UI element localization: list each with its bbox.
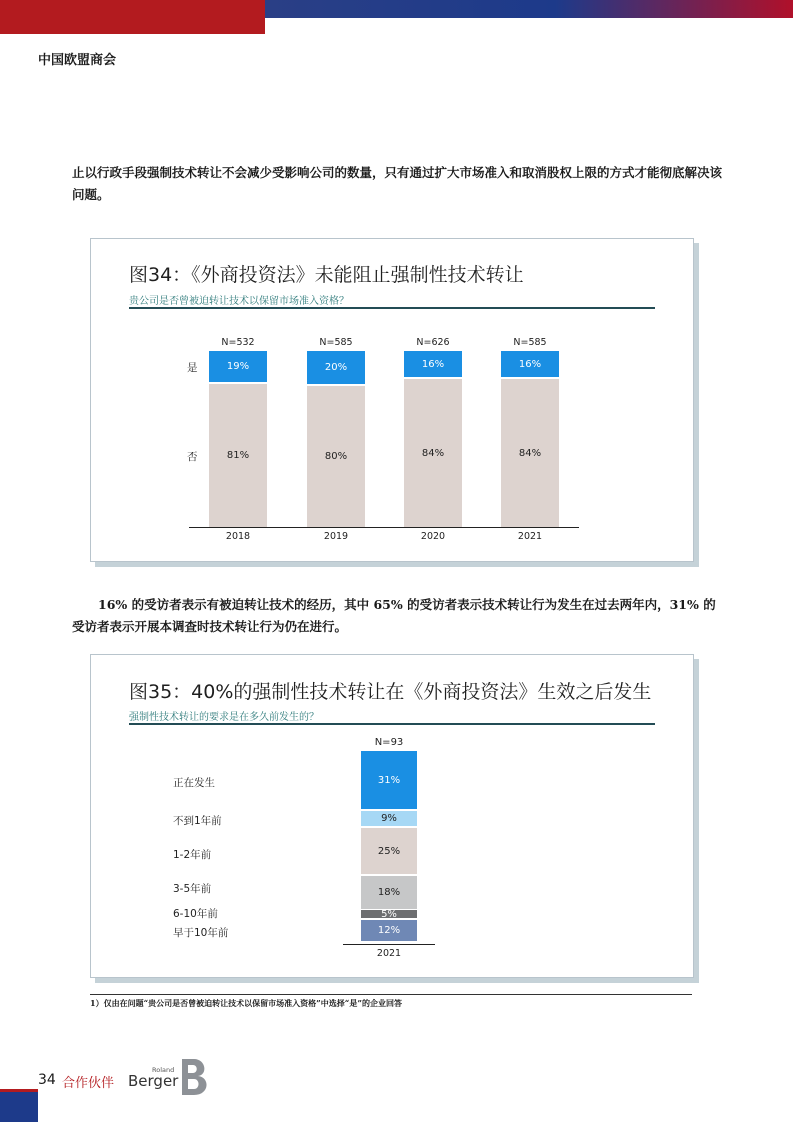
x-label-2021: 2021 [376,948,402,959]
bar-no-2019: 80% [307,386,365,527]
segment-label-3: 3-5年前 [173,883,212,895]
bar-no-2018: 81% [209,384,267,527]
segment-4: 5% [361,910,417,918]
segment-2: 25% [361,828,417,875]
footnote-rule [90,994,692,995]
figure-35-title: 图35：40%的强制性技术转让在《外商投资法》生效之后发生 [129,681,652,703]
segment-3: 18% [361,876,417,909]
partner-label: 合作伙伴 [62,1076,115,1091]
logo-roland: Roland [152,1066,175,1074]
segment-label-5: 早于10年前 [173,927,229,939]
segment-label-4: 6-10年前 [173,908,218,920]
bar-yes-2019: 20% [307,351,365,384]
figure-35-subtitle: 强制性技术转让的要求是在多久前发生的？ [129,712,319,723]
n-label-2021: N=93 [374,737,404,748]
segment-5: 12% [361,920,417,942]
row-label-yes: 是 [187,362,198,374]
n-label-2019: N=585 [319,337,353,348]
segment-0: 31% [361,751,417,809]
n-label-2020: N=626 [416,337,450,348]
segment-label-2: 1-2年前 [173,849,212,861]
header-org-name: 中国欧盟商会 [38,53,117,68]
page-number: 34 [38,1072,56,1088]
logo-berger: Berger [128,1072,179,1090]
n-label-2018: N=532 [221,337,255,348]
footer-corner-blue [0,1092,38,1122]
paragraph-1: 止以行政手段强制技术转让不会减少受影响公司的数量，只有通过扩大市场准入和取消股权上限的方式才能彻底解决该问题。 [72,165,723,202]
chart-34-plot [91,239,693,561]
header-blue-band [265,0,793,18]
figure-35 [90,654,694,978]
bar-yes-2020: 16% [404,351,462,377]
x-axis [343,944,435,945]
x-label-2021: 2021 [517,531,543,542]
segment-label-0: 正在发生 [173,777,215,789]
figure-34-title: 图34：《外商投资法》未能阻止强制性技术转让 [129,264,524,286]
chart-35-plot [91,655,693,977]
paragraph-2: 16% 的受访者表示有被迫转让技术的经历，其中 65% 的受访者表示技术转让行为发生在过去两年内，31% 的受访者表示开展本调查时技术转让行为仍在进行。 [72,597,716,634]
bar-no-2020: 84% [404,379,462,527]
x-label-2019: 2019 [323,531,349,542]
segment-1: 9% [361,811,417,827]
x-axis [189,527,579,528]
header-red-band [0,0,265,34]
roland-berger-b-icon [180,1057,212,1097]
footnote: 1）仅由在问题“贵公司是否曾被迫转让技术以保留市场准入资格”中选择“是”的企业回答 [90,998,402,1008]
n-label-2021: N=585 [513,337,547,348]
row-label-no: 否 [187,451,198,463]
bar-yes-2021: 16% [501,351,559,377]
bar-no-2021: 84% [501,379,559,527]
x-label-2020: 2020 [420,531,446,542]
figure-34 [90,238,694,562]
bar-yes-2018: 19% [209,351,267,382]
figure-34-subtitle: 贵公司是否曾被迫转让技术以保留市场准入资格？ [129,296,349,307]
segment-label-1: 不到1年前 [173,815,222,827]
x-label-2018: 2018 [225,531,251,542]
